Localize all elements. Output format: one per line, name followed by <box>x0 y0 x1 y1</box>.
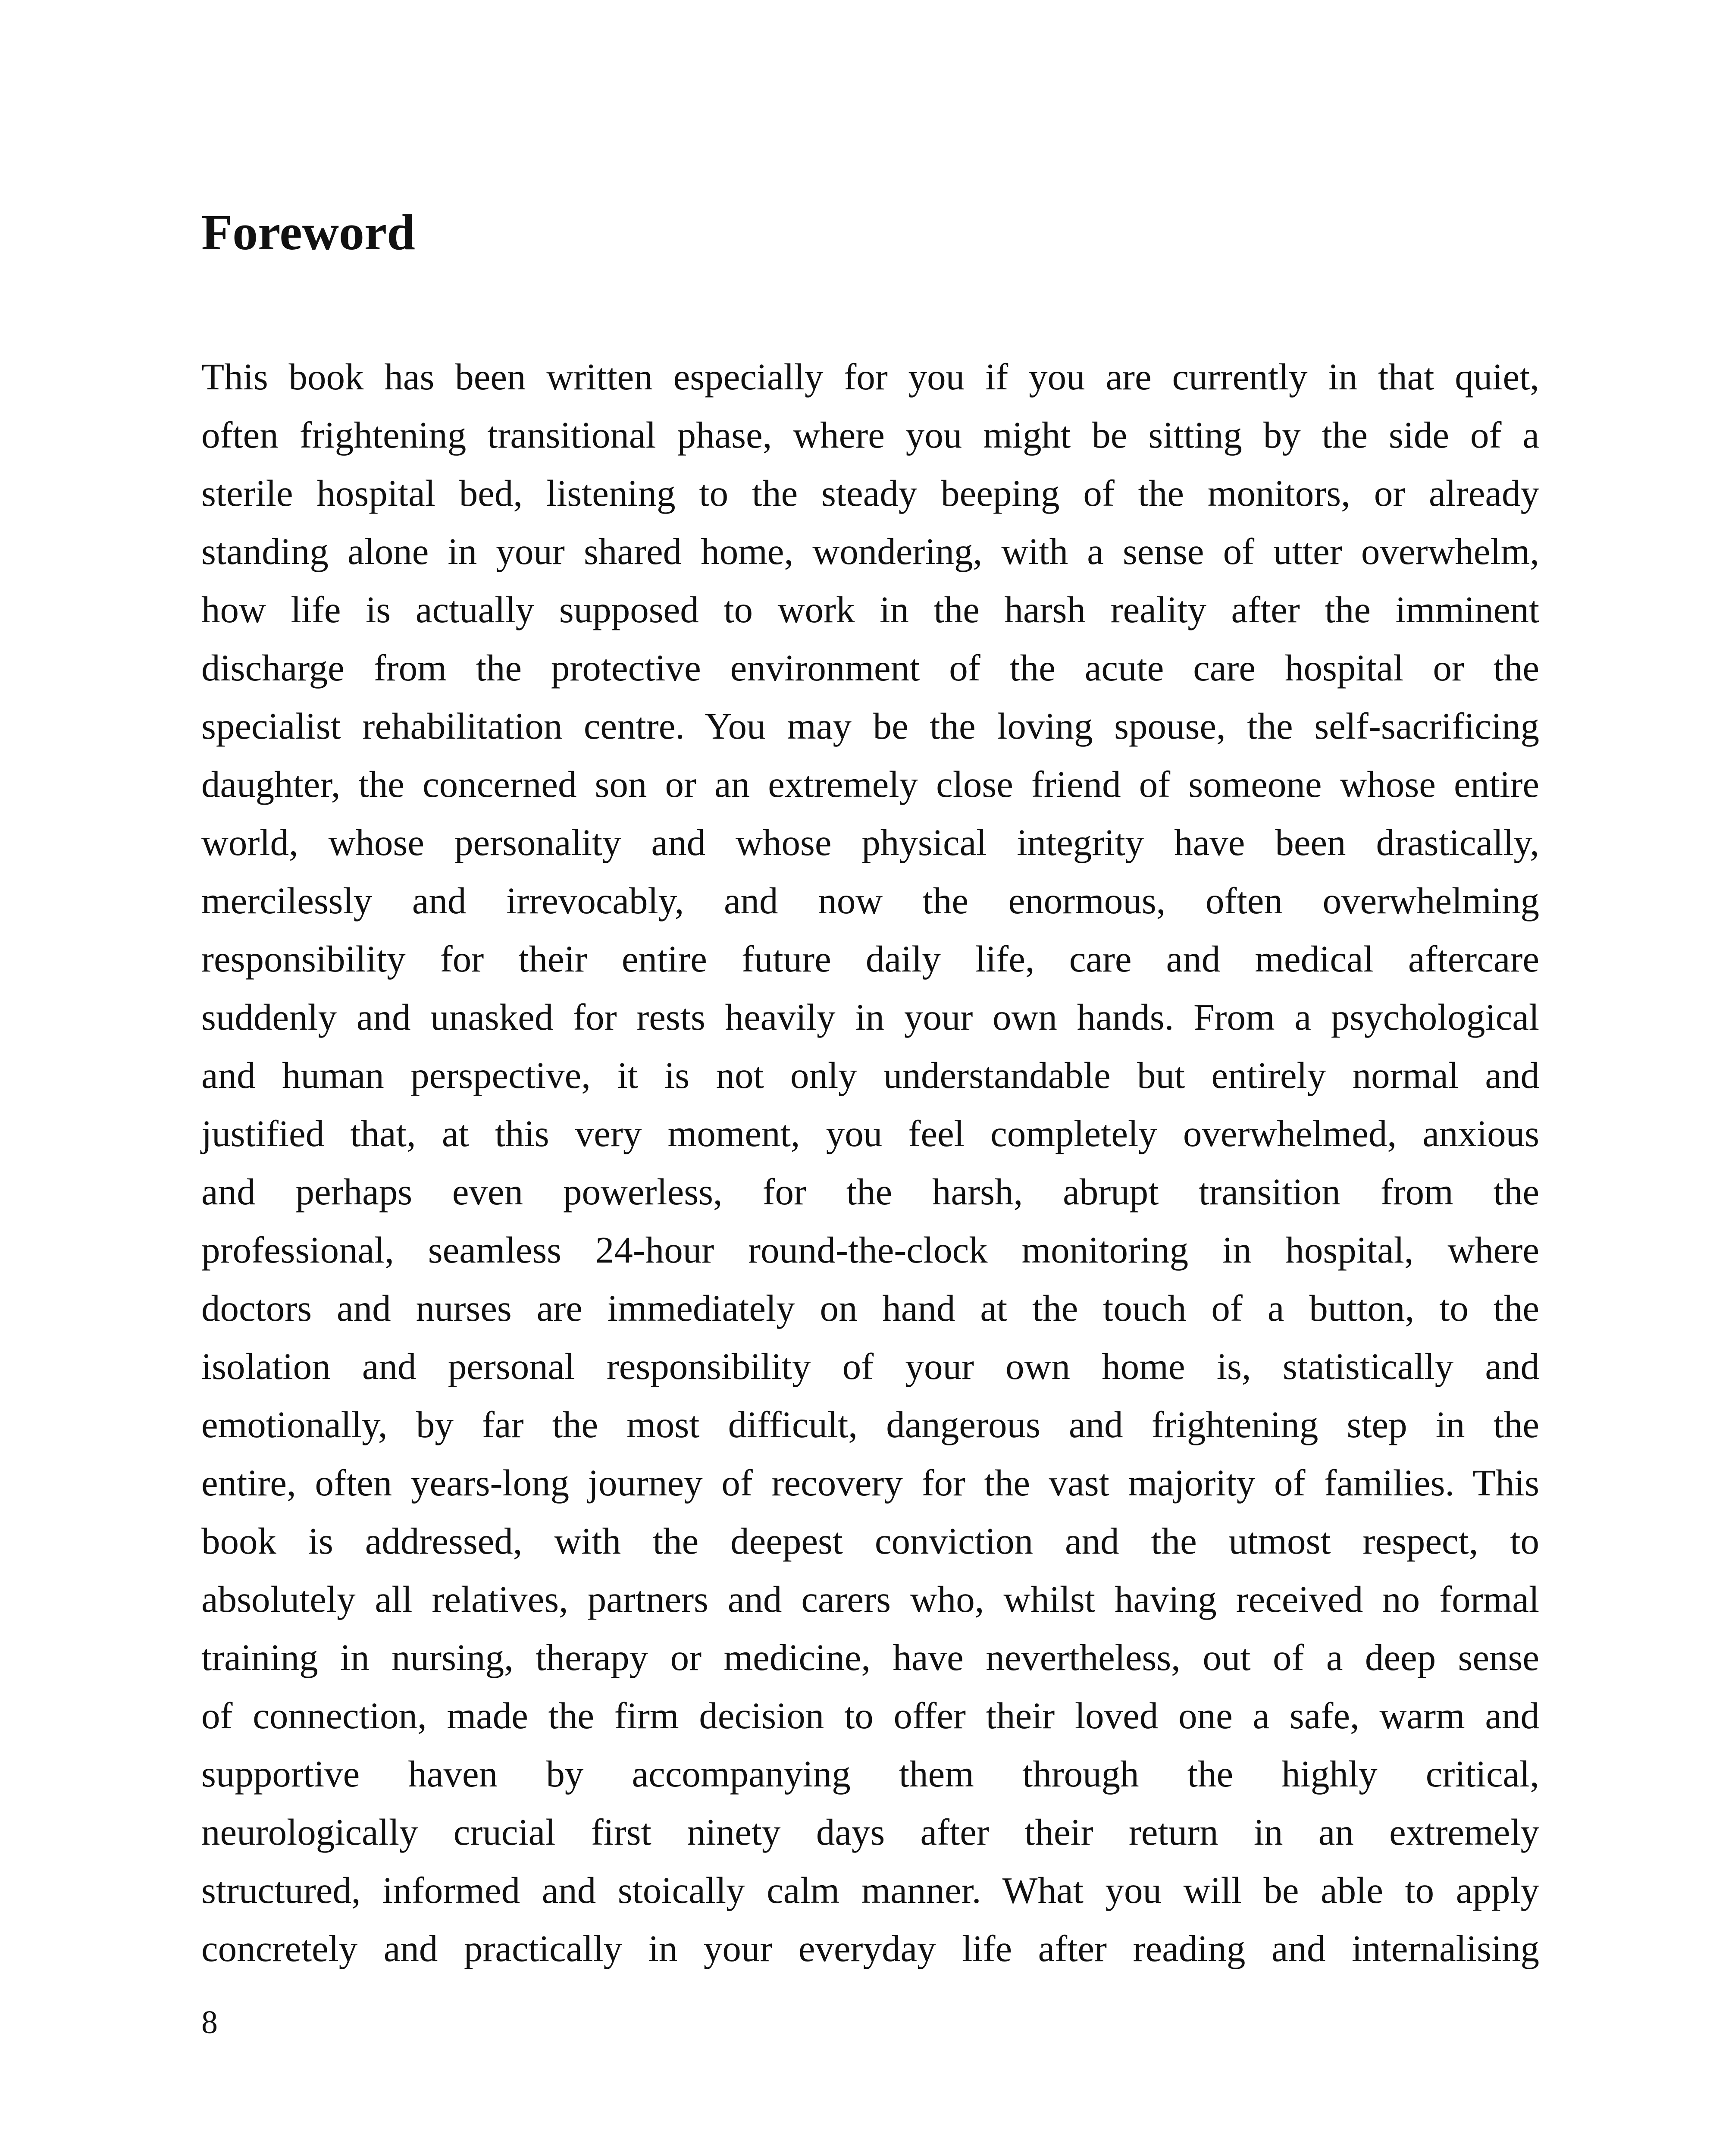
body-line: entire, often years-long journey of recovery for the vast majority of families. This <box>201 1462 1539 1504</box>
body-line: concretely and practically in your everyday life after reading and internalising <box>201 1927 1539 1969</box>
body-line: discharge from the protective environment of the acute care hospital or the <box>201 647 1539 689</box>
body-line: standing alone in your shared home, wondering, with a sense of utter overwhelm, <box>201 530 1539 572</box>
body-line: structured, informed and stoically calm manner. What you will be able to apply <box>201 1869 1539 1911</box>
body-line: of connection, made the firm decision to offer their loved one a safe, warm and <box>201 1695 1539 1736</box>
body-line: responsibility for their entire future daily life, care and medical aftercare <box>201 938 1539 980</box>
body-line: training in nursing, therapy or medicine, have nevertheless, out of a deep sense <box>201 1636 1539 1678</box>
body-line: specialist rehabilitation centre. You may be the loving spouse, the self-sacrificing <box>201 705 1539 747</box>
body-line: professional, seamless 24-hour round-the-clock monitoring in hospital, where <box>201 1229 1539 1271</box>
body-line: doctors and nurses are immediately on hand at the touch of a button, to the <box>201 1287 1539 1329</box>
body-line: how life is actually supposed to work in the harsh reality after the imminent <box>201 589 1539 630</box>
body-line: book is addressed, with the deepest conviction and the utmost respect, to <box>201 1520 1539 1562</box>
body-line: often frightening transitional phase, where you might be sitting by the side of a <box>201 414 1539 456</box>
body-line: and perhaps even powerless, for the harsh, abrupt transition from the <box>201 1171 1539 1213</box>
page-title: Foreword <box>201 204 415 260</box>
body-line: suddenly and unasked for rests heavily in your own hands. From a psychological <box>201 996 1539 1038</box>
body-line: justified that, at this very moment, you feel completely overwhelmed, anxious <box>201 1112 1539 1154</box>
body-line: sterile hospital bed, listening to the steady beeping of the monitors, or already <box>201 472 1539 514</box>
body-line: and human perspective, it is not only understandable but entirely normal and <box>201 1054 1539 1096</box>
body-line: supportive haven by accompanying them through the highly critical, <box>201 1753 1539 1795</box>
page-number: 8 <box>201 2004 218 2040</box>
body-paragraph <box>201 348 1539 1977</box>
body-line: absolutely all relatives, partners and carers who, whilst having received no formal <box>201 1578 1539 1620</box>
body-line: mercilessly and irrevocably, and now the enormous, often overwhelming <box>201 880 1539 921</box>
body-line: neurologically crucial first ninety days after their return in an extremely <box>201 1811 1539 1853</box>
body-line: emotionally, by far the most difficult, dangerous and frightening step in the <box>201 1404 1539 1445</box>
body-line: isolation and personal responsibility of your own home is, statistically and <box>201 1345 1539 1387</box>
body-line: daughter, the concerned son or an extremely close friend of someone whose entire <box>201 763 1539 805</box>
body-line: This book has been written especially for you if you are currently in that quiet, <box>201 356 1539 398</box>
body-line: world, whose personality and whose physical integrity have been drastically, <box>201 821 1539 863</box>
